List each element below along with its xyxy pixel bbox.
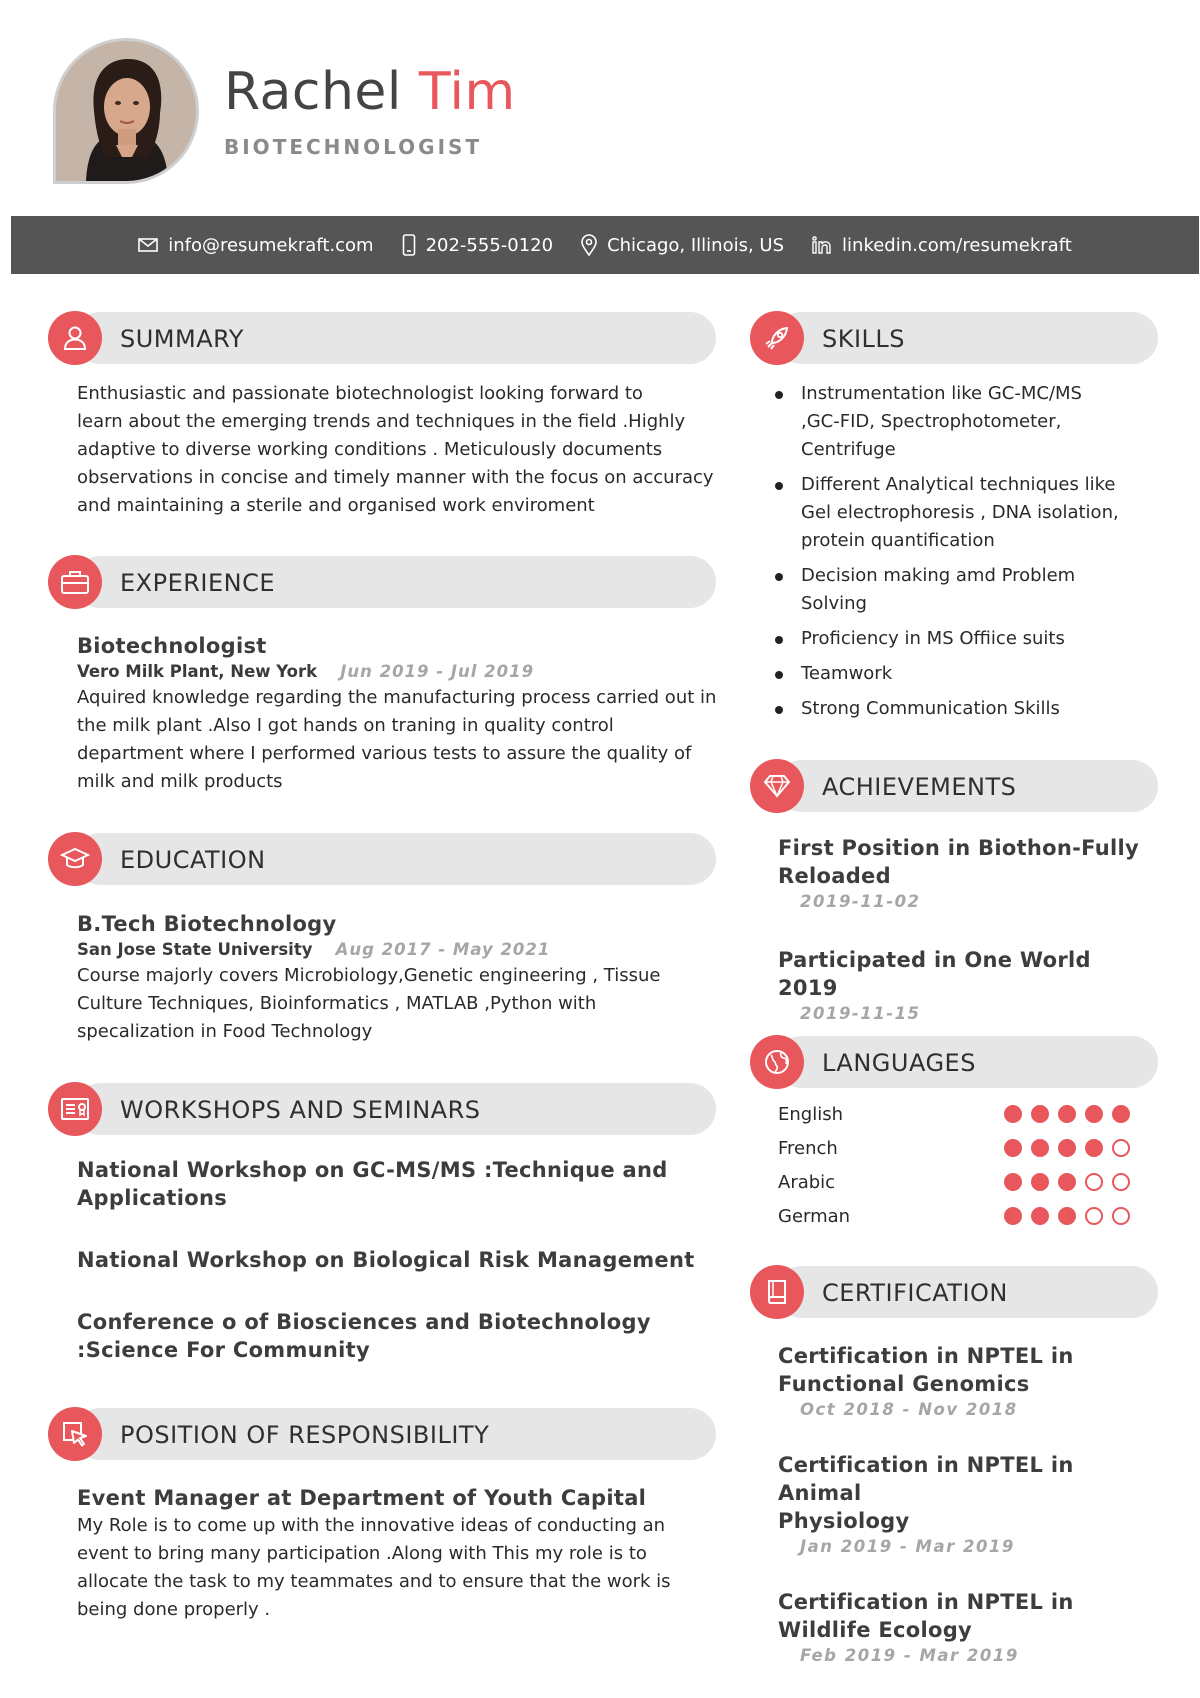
language-name: Arabic [778, 1172, 836, 1193]
language-name: German [778, 1206, 851, 1227]
job-line: the milk plant .Also I got hands on traning in quality control [77, 715, 614, 736]
email-text: info@resumekraft.com [168, 234, 374, 256]
responsibility-role: Event Manager at Department of Youth Capital [77, 1486, 647, 1510]
job-title: Biotechnologist [77, 634, 267, 658]
skill-line: Proficiency in MS Offiice suits [801, 628, 1065, 649]
achievement-line: Reloaded [778, 864, 891, 888]
responsibility-title: POSITION OF RESPONSIBILITY [120, 1421, 490, 1449]
contact-phone[interactable] [402, 234, 554, 256]
certification-item [778, 1588, 1148, 1668]
degree-title: B.Tech Biotechnology [77, 912, 337, 936]
languages-header [750, 1036, 1158, 1088]
job-dates: Jun 2019 - Jul 2019 [340, 662, 535, 681]
contact-email[interactable] [138, 235, 373, 256]
language-rating [1004, 1173, 1130, 1191]
workshops-title: WORKSHOPS AND SEMINARS [120, 1096, 481, 1124]
summary-line: and maintaining a sterile and organised work enviroment [77, 495, 595, 516]
workshops-badge [48, 1082, 102, 1136]
summary-line: observations in concise and timely manner with the focus on accuracy [77, 467, 714, 488]
certification-line: Functional Genomics [778, 1372, 1030, 1396]
language-row [778, 1204, 1138, 1234]
achievements-title: ACHIEVEMENTS [822, 773, 1017, 801]
language-row [778, 1170, 1138, 1200]
experience-header [48, 556, 716, 608]
skill-line: Instrumentation like GC-MC/MS [801, 383, 1082, 404]
language-rating [1004, 1207, 1130, 1225]
experience-badge [48, 555, 102, 609]
achievements-header [750, 760, 1158, 812]
responsibility-header [48, 1408, 716, 1460]
certification-line: Certification in NPTEL in [778, 1590, 1074, 1614]
workshop-line: National Workshop on GC-MS/MS :Technique and [77, 1158, 668, 1182]
rating-dot-filled [1031, 1173, 1049, 1191]
certification-line: Certification in NPTEL in Animal [778, 1453, 1074, 1505]
company-name: Vero Milk Plant, New York [77, 662, 318, 681]
workshops-header [48, 1083, 716, 1135]
globe-icon [763, 1048, 791, 1076]
achievement-item [778, 834, 1148, 914]
certification-line: Wildlife Ecology [778, 1618, 973, 1642]
profile-photo [53, 38, 199, 184]
phone-text: 202-555-0120 [425, 234, 554, 256]
education-badge [48, 832, 102, 886]
skills-badge [750, 311, 804, 365]
location-pin-icon [581, 234, 597, 256]
diamond-icon [763, 774, 791, 798]
job-meta [77, 660, 717, 684]
language-name: English [778, 1104, 843, 1125]
job-description [77, 684, 717, 796]
certification-line: Certification in NPTEL in [778, 1344, 1074, 1368]
rating-dot-filled [1031, 1105, 1049, 1123]
rating-dot-filled [1004, 1139, 1022, 1157]
certification-list [778, 1342, 1148, 1668]
language-name: French [778, 1138, 838, 1159]
achievements-list [778, 834, 1148, 1026]
languages-badge [750, 1035, 804, 1089]
certification-item [778, 1342, 1148, 1422]
skill-line: Strong Communication Skills [801, 698, 1060, 719]
education-line: specalization in Food Technology [77, 1021, 373, 1042]
certification-date: Feb 2019 - Mar 2019 [800, 1646, 1019, 1665]
user-icon [61, 324, 89, 352]
language-rating [1004, 1105, 1130, 1123]
rating-dot-filled [1004, 1105, 1022, 1123]
summary-text [77, 380, 717, 520]
workshop-line: :Science For Community [77, 1338, 370, 1362]
rating-dot-empty [1112, 1173, 1130, 1191]
certification-date: Jan 2019 - Mar 2019 [800, 1537, 1015, 1556]
last-name: Tim [418, 62, 516, 122]
language-row [778, 1102, 1138, 1132]
school-name: San Jose State University [77, 940, 313, 959]
workshop-item [77, 1308, 717, 1364]
skill-item [778, 660, 1128, 688]
job-line: Aquired knowledge regarding the manufacturing process carried out in [77, 687, 717, 708]
candidate-name [224, 62, 516, 122]
skill-line: Different Analytical techniques like [801, 474, 1116, 495]
graduation-cap-icon [60, 846, 90, 872]
achievement-date: 2019-11-02 [800, 892, 921, 911]
certification-title: CERTIFICATION [822, 1279, 1008, 1307]
phone-icon [402, 234, 416, 256]
contact-linkedin[interactable] [812, 235, 1072, 256]
skill-line: Decision making amd Problem [801, 565, 1076, 586]
summary-header [48, 312, 716, 364]
education-entry [77, 910, 717, 1046]
avatar [53, 38, 199, 184]
skill-item [778, 380, 1128, 464]
achievement-line: Participated in One World 2019 [778, 948, 1091, 1000]
experience-title: EXPERIENCE [120, 569, 276, 597]
portrait-illustration [56, 41, 196, 181]
skill-line: protein quantification [801, 530, 995, 551]
responsibility-line: My Role is to come up with the innovative ideas of conducting an [77, 1515, 666, 1536]
achievement-line: First Position in Biothon-Fully [778, 836, 1139, 860]
responsibility-line: allocate the task to my teammates and to ensure that the work is [77, 1571, 671, 1592]
rating-dot-filled [1112, 1105, 1130, 1123]
rating-dot-empty [1085, 1207, 1103, 1225]
achievement-item [778, 946, 1148, 1026]
achievements-badge [750, 759, 804, 813]
education-dates: Aug 2017 - May 2021 [335, 940, 551, 959]
responsibility-line: being done properly . [77, 1599, 271, 1620]
responsibility-line: event to bring many participation .Along with This my role is to [77, 1543, 647, 1564]
skill-line: Teamwork [801, 663, 893, 684]
rating-dot-filled [1058, 1139, 1076, 1157]
contact-bar [11, 216, 1199, 274]
experience-entry [77, 632, 717, 796]
skill-item [778, 695, 1128, 723]
rating-dot-filled [1085, 1139, 1103, 1157]
education-line: Course majorly covers Microbiology,Genetic engineering , Tissue [77, 965, 661, 986]
workshop-line: Conference o of Biosciences and Biotechnology [77, 1310, 651, 1334]
education-meta [77, 938, 717, 962]
education-header [48, 833, 716, 885]
languages-title: LANGUAGES [822, 1049, 976, 1077]
skills-header [750, 312, 1158, 364]
rating-dot-empty [1112, 1139, 1130, 1157]
rating-dot-filled [1058, 1105, 1076, 1123]
workshops-list [77, 1156, 717, 1364]
skill-line: Centrifuge [801, 439, 896, 460]
rating-dot-empty [1085, 1173, 1103, 1191]
skill-line: Solving [801, 593, 867, 614]
job-line: department where I performed various tests to assure the quality of [77, 743, 692, 764]
skills-title: SKILLS [822, 325, 906, 353]
achievement-date: 2019-11-15 [800, 1004, 921, 1023]
briefcase-icon [60, 569, 90, 595]
book-icon [765, 1278, 789, 1306]
certification-item [778, 1451, 1148, 1559]
rating-dot-filled [1058, 1173, 1076, 1191]
skill-line: ,GC-FID, Spectrophotometer, [801, 411, 1062, 432]
certification-line: Physiology [778, 1509, 910, 1533]
rating-dot-filled [1004, 1173, 1022, 1191]
job-role: BIOTECHNOLOGIST [224, 135, 483, 159]
skill-line: Gel electrophoresis , DNA isolation, [801, 502, 1119, 523]
contact-location[interactable] [581, 234, 784, 256]
linkedin-text: linkedin.com/resumekraft [842, 234, 1072, 256]
certification-date: Oct 2018 - Nov 2018 [800, 1400, 1018, 1419]
rocket-icon [763, 324, 791, 352]
education-description [77, 962, 717, 1046]
workshop-item [77, 1156, 717, 1212]
education-title: EDUCATION [120, 846, 266, 874]
summary-badge [48, 311, 102, 365]
rating-dot-empty [1112, 1207, 1130, 1225]
skills-list [778, 380, 1128, 730]
skill-item [778, 471, 1128, 555]
certificate-icon [60, 1096, 90, 1122]
summary-line: adaptive to diverse working conditions . Meticulously documents [77, 439, 663, 460]
summary-line: learn about the emerging trends and techniques in the field .Highly [77, 411, 686, 432]
skill-item [778, 625, 1128, 653]
linkedin-icon [812, 236, 832, 254]
first-name: Rachel [224, 62, 402, 122]
education-line: Culture Techniques, Bioinformatics , MATLAB ,Python with [77, 993, 597, 1014]
rating-dot-filled [1031, 1139, 1049, 1157]
responsibility-badge [48, 1407, 102, 1461]
job-line: milk and milk products [77, 771, 283, 792]
rating-dot-filled [1004, 1207, 1022, 1225]
skill-item [778, 562, 1128, 618]
language-row [778, 1136, 1138, 1166]
certification-badge [750, 1265, 804, 1319]
responsibility-description [77, 1512, 717, 1624]
workshop-line: Applications [77, 1186, 228, 1210]
location-text: Chicago, Illinois, US [607, 234, 785, 256]
rating-dot-filled [1031, 1207, 1049, 1225]
rating-dot-filled [1085, 1105, 1103, 1123]
summary-title: SUMMARY [120, 325, 244, 353]
workshop-line: National Workshop on Biological Risk Management [77, 1248, 695, 1272]
language-rating [1004, 1139, 1130, 1157]
certification-header [750, 1266, 1158, 1318]
pointer-click-icon [61, 1420, 89, 1448]
responsibility-entry [77, 1484, 717, 1624]
summary-line: Enthusiastic and passionate biotechnologist looking forward to [77, 383, 643, 404]
rating-dot-filled [1058, 1207, 1076, 1225]
workshop-item [77, 1246, 717, 1274]
mail-icon [138, 238, 158, 252]
